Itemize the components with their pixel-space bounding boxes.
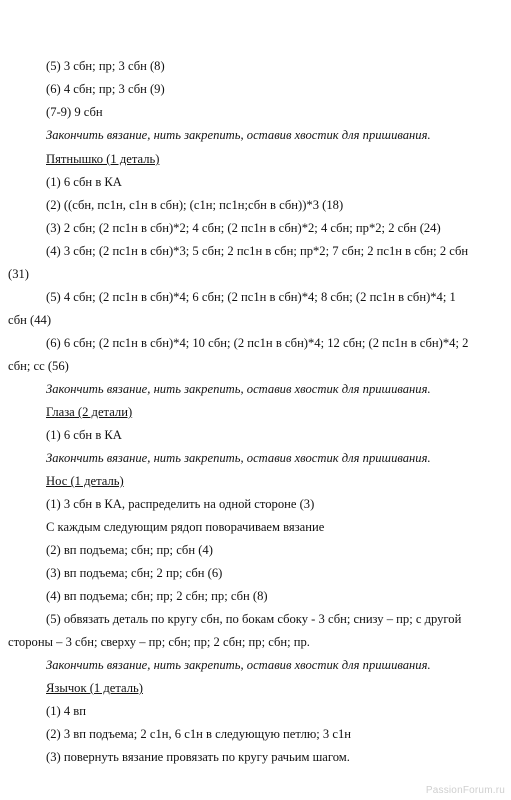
- nose-row-2: (2) вп подъема; сбн; пр; сбн (4): [46, 543, 213, 557]
- finish-instruction: Закончить вязание, нить закрепить, оставив хвостик для пришивания.: [46, 658, 431, 672]
- nose-row-5-continued: стороны – 3 сбн; сверху – пр; сбн; пр; 2 сбн; пр; сбн; пр.: [8, 635, 310, 649]
- finish-instruction: Закончить вязание, нить закрепить, оставив хвостик для пришивания.: [46, 128, 431, 142]
- nose-row-5: (5) обвязать деталь по кругу сбн, по бокам сбоку - 3 сбн; снизу – пр; с другой: [46, 612, 462, 626]
- tongue-row-3: (3) повернуть вязание провязать по кругу рачьим шагом.: [46, 750, 350, 764]
- spot-row-6: (6) 6 сбн; (2 пс1н в сбн)*4; 10 сбн; (2 пс1н в сбн)*4; 12 сбн; (2 пс1н в сбн)*4; 2: [46, 336, 469, 350]
- section-heading-tongue: Язычок (1 деталь): [46, 681, 143, 695]
- row-5-text: (5) 3 сбн; пр; 3 сбн (8): [46, 59, 165, 73]
- finish-instruction: Закончить вязание, нить закрепить, оставив хвостик для пришивания.: [46, 451, 431, 465]
- spot-row-6-continued: сбн; сс (56): [8, 359, 69, 373]
- spot-row-3: (3) 2 сбн; (2 пс1н в сбн)*2; 4 сбн; (2 пс1н в сбн)*2; 4 сбн; пр*2; 2 сбн (24): [46, 221, 441, 235]
- spot-row-5: (5) 4 сбн; (2 пс1н в сбн)*4; 6 сбн; (2 пс1н в сбн)*4; 8 сбн; (2 пс1н в сбн)*4; 1: [46, 290, 456, 304]
- section-heading-eyes: Глаза (2 детали): [46, 405, 133, 419]
- spot-row-4-continued: (31): [8, 267, 29, 281]
- tongue-row-2: (2) 3 вп подъема; 2 с1н, 6 с1н в следующую петлю; 3 с1н: [46, 727, 351, 741]
- spot-row-2: (2) ((сбн, пс1н, с1н в сбн); (с1н; пс1н;сбн в сбн))*3 (18): [46, 198, 344, 212]
- watermark-text: PassionForum.ru: [425, 785, 505, 796]
- row-7-9-text: (7-9) 9 сбн: [46, 105, 103, 119]
- spot-row-1: (1) 6 сбн в КА: [46, 175, 122, 189]
- spot-row-4: (4) 3 сбн; (2 пс1н в сбн)*3; 5 сбн; 2 пс1н в сбн; пр*2; 7 сбн; 2 пс1н в сбн; 2 сбн: [46, 244, 469, 258]
- finish-instruction: Закончить вязание, нить закрепить, оставив хвостик для пришивания.: [46, 382, 431, 396]
- nose-row-4: (4) вп подъема; сбн; пр; 2 сбн; пр; сбн (8): [46, 589, 268, 603]
- nose-row-1: (1) 3 сбн в КА, распределить на одной стороне (3): [46, 497, 315, 511]
- eyes-row-1: (1) 6 сбн в КА: [46, 428, 122, 442]
- nose-turn-note: С каждым следующим рядоп поворачиваем вязание: [46, 520, 325, 534]
- nose-row-3: (3) вп подъема; сбн; 2 пр; сбн (6): [46, 566, 223, 580]
- tongue-row-1: (1) 4 вп: [46, 704, 86, 718]
- section-heading-spot: Пятнышко (1 деталь): [46, 152, 160, 166]
- spot-row-5-continued: сбн (44): [8, 313, 52, 327]
- section-heading-nose: Нос (1 деталь): [46, 474, 124, 488]
- row-6-text: (6) 4 сбн; пр; 3 сбн (9): [46, 82, 165, 96]
